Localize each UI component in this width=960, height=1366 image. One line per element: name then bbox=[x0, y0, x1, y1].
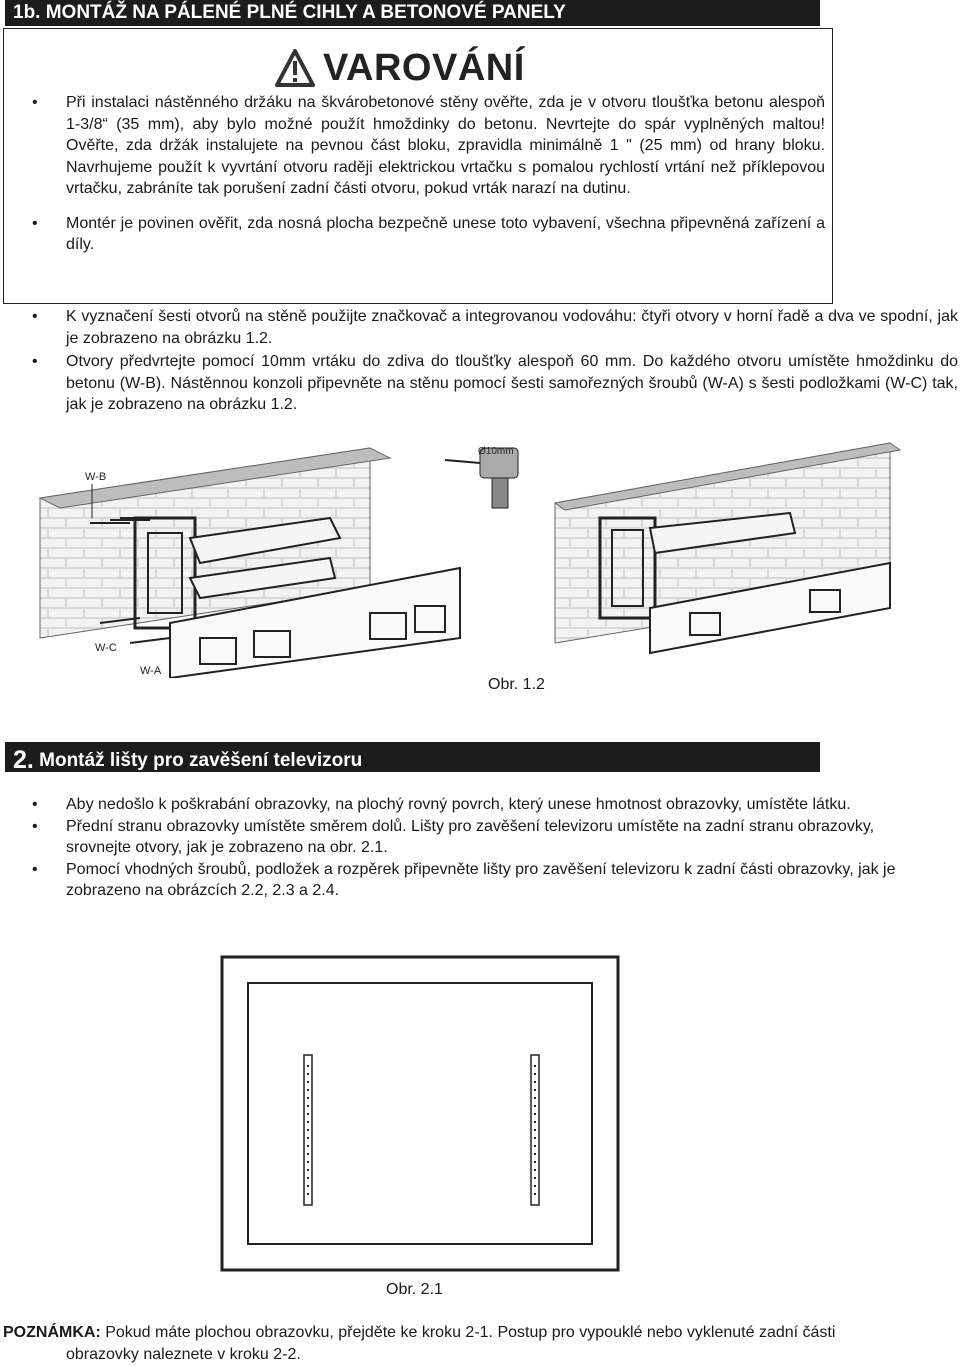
list-item: • Pomocí vhodných šroubů, podložek a rozpěrek připevněte lišty pro zavěšení televizoru k zadní části obrazovky, jak je zobrazeno na obrázcích 2.2, 2.3 a 2.4. bbox=[3, 859, 903, 902]
warning-heading bbox=[275, 44, 525, 92]
section-1b-header bbox=[5, 0, 820, 26]
warning-item: • Montér je povinen ověřit, zda nosná plocha bezpečně unese toto vybavení, všechna připevněná zařízení a díly. bbox=[3, 213, 825, 256]
figure-1-2-wall-mount-illustration bbox=[30, 438, 910, 678]
note-paragraph bbox=[3, 1322, 958, 1366]
label-w-b: W-B bbox=[85, 471, 107, 483]
note-text-continued: obrazovky naleznete v kroku 2-2. bbox=[66, 1346, 301, 1363]
note-text: Pokud máte plochou obrazovku, přejděte ke kroku 2-1. Postup pro vypouklé nebo vyklenuté zadní části bbox=[100, 1324, 836, 1341]
tv-rail-left bbox=[304, 1055, 312, 1205]
section-2-header bbox=[5, 742, 820, 772]
tv-back-outer-frame bbox=[222, 957, 618, 1270]
label-w-c: W-C bbox=[95, 642, 117, 654]
note-label: POZNÁMKA: bbox=[3, 1324, 101, 1341]
section-2-number: 2. bbox=[13, 746, 34, 774]
tv-rail-right bbox=[531, 1055, 539, 1205]
mounting-steps-list bbox=[3, 306, 958, 416]
label-w-a: W-A bbox=[140, 665, 162, 677]
list-item: • Aby nedošlo k poškrabání obrazovky, na plochý rovný povrch, který unese hmotnost obrazovky, umístěte látku. bbox=[3, 794, 903, 816]
warning-triangle-icon bbox=[275, 49, 315, 87]
list-item: • Přední stranu obrazovky umístěte směrem dolů. Lišty pro zavěšení televizoru umístěte na zadní stranu obrazovky, srovnejte otvory, jak je zobrazeno na obr. 2.1. bbox=[3, 816, 903, 859]
figure-2-1-tv-rails-illustration bbox=[220, 955, 620, 1272]
figure-1-2-caption: Obr. 1.2 bbox=[488, 676, 545, 693]
tv-rail-steps-list bbox=[3, 794, 903, 902]
warning-list bbox=[3, 92, 825, 256]
drill-illustration bbox=[445, 446, 518, 508]
section-2-title: Montáž lišty pro zavěšení televizoru bbox=[33, 750, 363, 771]
warning-title: VAROVÁNÍ bbox=[323, 46, 525, 89]
tv-back-inner-frame bbox=[248, 983, 592, 1244]
figure-2-1-caption: Obr. 2.1 bbox=[386, 1281, 443, 1298]
warning-item: • Při instalaci nástěnného držáku na škvárobetonové stěny ověřte, zda je v otvoru tloušťka betonu alespoň 1-3/8“ (35 mm), aby bylo možné použít hmoždinky do betonu. Nevrtejte do spár vyplněných maltou! Ověřte, zda držák instalujete na pevnou část bloku, zpravidla minimálně 1 " (25 mm) od hrany bloku. Navrhujeme použít k vyvrtání otvoru raději elektrickou vrtačku s pomalou rychlostí vrtání než příklepovou vrtačku, zabráníte tak porušení zadní části otvoru, pokud vrták narazí na dutinu. bbox=[3, 92, 825, 200]
section-1b-title: 1b. MONTÁŽ NA PÁLENÉ PLNÉ CIHLY A BETONOVÉ PANELY bbox=[13, 2, 566, 23]
label-drill-size: Ø10mm bbox=[478, 446, 514, 457]
list-item: • Otvory předvrtejte pomocí 10mm vrtáku do zdiva do tloušťky alespoň 60 mm. Do každého otvoru umístěte hmoždinku do betonu (W-B). Nástěnnou konzoli připevněte na stěnu pomocí šesti samořezných šroubů (W-A) s šesti podložkami (W-C) tak, jak je zobrazeno na obrázku 1.2. bbox=[3, 351, 958, 416]
list-item: • K vyznačení šesti otvorů na stěně použijte značkovač a integrovanou vodováhu: čtyři otvory v horní řadě a dva ve spodní, jak je zobrazeno na obrázku 1.2. bbox=[3, 306, 958, 349]
